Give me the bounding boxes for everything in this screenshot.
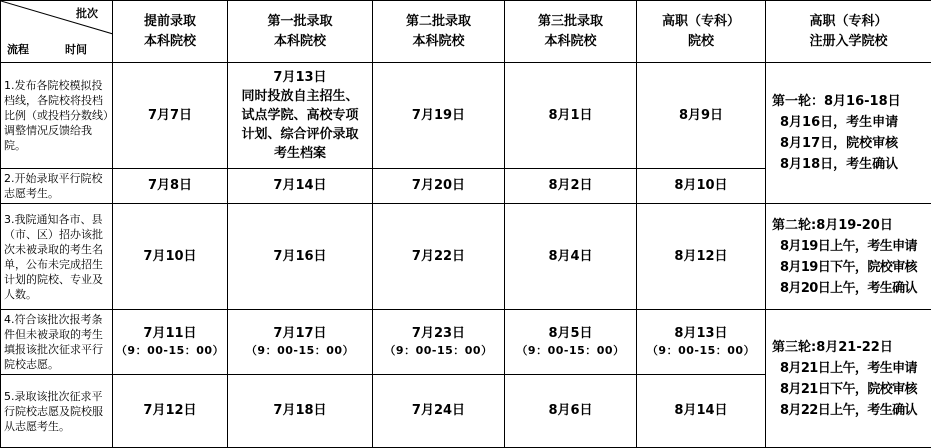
date-cell: 7月7日 [113,63,228,169]
date-time-cell: 7月23日 （9：00-15：00） [373,310,505,375]
round-1-title: 第一轮：8月16-18日 [772,91,931,112]
table-row [1,204,931,310]
process-step-4: 4.符合该批次报考条件但未被录取的考生填报该批次征求平行院校志愿。 [1,310,113,375]
header-corner-cell [1,1,113,63]
corner-batch-label: 批次 [76,5,98,21]
date-cell: 8月6日 [505,375,637,448]
date-cell: 7月12日 [113,375,228,448]
round-3-item: 8月22日上午，考生确认 [772,400,931,421]
date-cell: 8月14日 [637,375,766,448]
corner-process-label: 流程 [7,41,29,57]
round-3-item: 8月21日下午，院校审核 [772,379,931,400]
registration-round-2 [766,204,931,310]
header-batch-1: 第一批录取 本科院校 [228,1,373,63]
batch1-first-note: 同时投放自主招生、试点学院、高校专项计划、综合评价录取考生档案 [236,87,364,163]
batch1-first-cell [228,63,373,169]
date-cell: 8月4日 [505,204,637,310]
corner-time-label: 时间 [65,41,87,57]
round-1-item: 8月18日，考生确认 [772,154,931,175]
date-cell: 7月10日 [113,204,228,310]
process-step-2: 2.开始录取平行院校志愿考生。 [1,169,113,204]
date-time-cell: 7月17日 （9：00-15：00） [228,310,373,375]
date-cell: 8月9日 [637,63,766,169]
date-cell: 7月16日 [228,204,373,310]
header-vocational-registration: 高职（专科） 注册入学院校 [766,1,931,63]
date-cell: 7月19日 [373,63,505,169]
header-vocational: 高职（专科） 院校 [637,1,766,63]
round-2-item: 8月19日上午，考生申请 [772,236,931,257]
process-step-5: 5.录取该批次征求平行院校志愿及院校服从志愿考生。 [1,375,113,448]
date-cell: 8月12日 [637,204,766,310]
date-cell: 8月2日 [505,169,637,204]
date-cell: 7月14日 [228,169,373,204]
round-2-item: 8月19日下午，院校审核 [772,257,931,278]
date-cell: 7月24日 [373,375,505,448]
header-batch-2: 第二批录取 本科院校 [373,1,505,63]
header-early-admission: 提前录取 本科院校 [113,1,228,63]
date-cell: 8月1日 [505,63,637,169]
process-step-1: 1.发布各院校模拟投档线，各院校将投档比例（或投档分数线）调整情况反馈给我院。 [1,63,113,169]
round-1-item: 8月16日，考生申请 [772,112,931,133]
date-time-cell: 7月11日 （9：00-15：00） [113,310,228,375]
date-cell: 7月20日 [373,169,505,204]
round-1-item: 8月17日，院校审核 [772,133,931,154]
batch1-first-date: 7月13日 [273,70,326,85]
date-cell: 8月10日 [637,169,766,204]
round-2-title: 第二轮:8月19-20日 [772,215,931,236]
date-cell: 7月18日 [228,375,373,448]
table-row [1,310,931,375]
process-step-3: 3.我院通知各市、县（市、区）招办该批次未被录取的考生名单，公布未完成招生计划的院校、专业及人数。 [1,204,113,310]
round-2-item: 8月20日上午，考生确认 [772,278,931,299]
date-cell: 7月8日 [113,169,228,204]
round-3-item: 8月21日上午，考生申请 [772,358,931,379]
date-time-cell: 8月13日 （9：00-15：00） [637,310,766,375]
round-3-title: 第三轮:8月21-22日 [772,337,931,358]
header-batch-3: 第三批录取 本科院校 [505,1,637,63]
date-time-cell: 8月5日 （9：00-15：00） [505,310,637,375]
date-cell: 7月22日 [373,204,505,310]
registration-round-3 [766,310,931,448]
registration-round-1 [766,63,931,204]
header-row [1,1,931,63]
table-row [1,63,931,169]
